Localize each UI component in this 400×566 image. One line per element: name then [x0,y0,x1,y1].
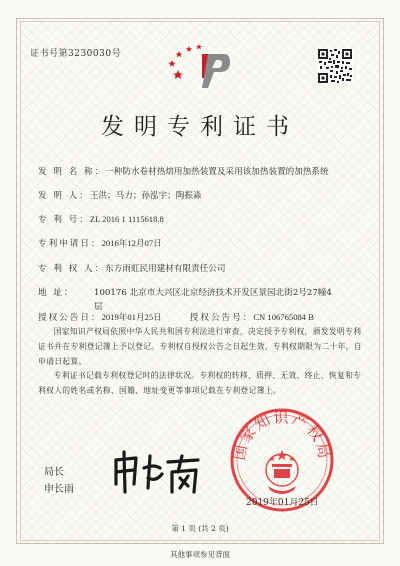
page-indicator: 第 1 页 (共 2 页) [171,524,229,533]
inventors-value: 王洪；马力；孙泓宇；陶振淼 [89,190,202,200]
footer-note: 其他事项参见背面 [170,550,230,559]
director-title: 局长 [44,467,64,478]
address-label: 地 址： [38,288,75,298]
filing-date-row [38,237,162,249]
filing-date-value: 2016年12月07日 [101,238,162,248]
certificate-title: 发明专利证书 [101,114,299,140]
patent-number-row [38,213,164,225]
grant-statement-paragraph: 国家知识产权局依照中华人民共和国专利法进行审查，决定授予专利权，颁发发明专利证书并在专利登记簿上予以登记。专利权自授权公告之日起生效，专利权期限为二十年，自申请日起算。 [38,327,362,366]
announcement-number-label: 授权公告号： [189,313,254,323]
patent-number-label: 专 利 号： [38,215,90,225]
announcement-row [38,311,314,323]
inventors-label: 发 明 人： [38,191,90,201]
director-signature-icon [110,448,206,496]
announcement-number-value: CN 106765084 B [253,312,314,322]
announcement-date-value: 2019年01月25日 [101,312,162,322]
legal-status-paragraph: 专利证书记载专利权登记时的法律状况。专利权的转移、质押、无效、终止、恢复和专利权人的姓名或名称、国籍、地址变更等事项记载在专利登记簿上。 [38,371,362,395]
patentee-row [38,262,226,274]
address-value: 100176 北京市大兴区北京经济技术开发区景园北街2号27幢4层 [94,288,332,312]
certificate-number: 证书号第3230030号 [30,49,122,59]
address-row [38,286,75,298]
grant-date: 2019年01月25日 [246,498,319,508]
filing-date-label: 专利申请日： [38,239,102,249]
inventors-row [38,189,202,201]
director-name: 申长雨 [44,484,74,495]
cnipa-logo-icon [164,42,236,94]
patentee-value: 东方雨虹民用建材有限责任公司 [105,263,226,273]
invention-name-label: 发 明 名 称： [38,167,106,177]
qr-code-icon [317,48,353,84]
announcement-date-label: 授权公告日： [38,313,102,323]
seal-text: 国家知识产权局 [230,408,334,462]
patent-number-value: ZL 2016 1 1115618.8 [89,214,164,224]
invention-name-value: 一种防水卷材热熔用加热装置及采用该加热装置的加热系统 [105,166,329,176]
patentee-label: 专 利 权 人： [38,264,106,274]
invention-name-row [38,165,329,177]
